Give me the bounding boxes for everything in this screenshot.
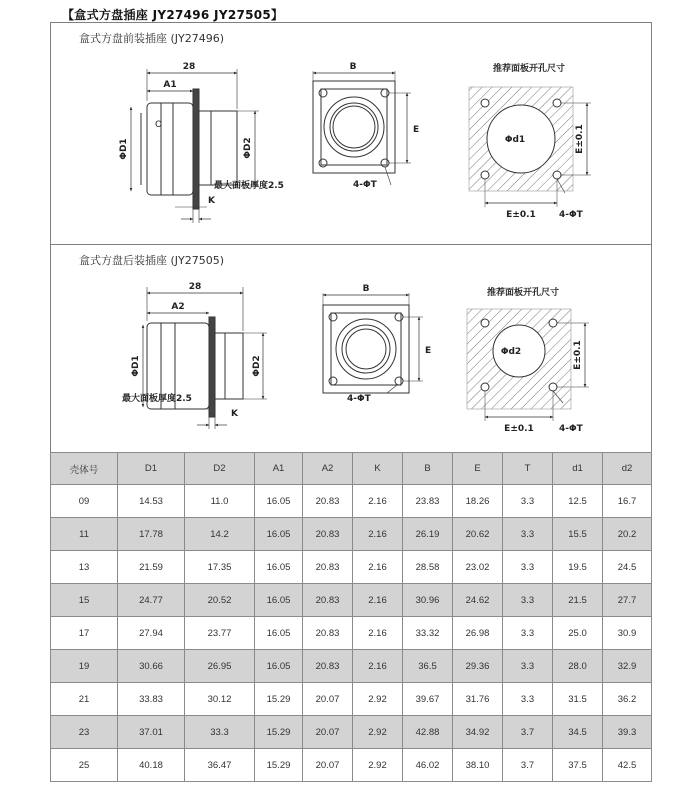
front-cutout-view <box>469 87 591 207</box>
table-cell: 3.3 <box>503 551 553 584</box>
front-panel-thickness: 最大面板厚度2.5 <box>214 181 284 191</box>
table-cell: 3.3 <box>503 584 553 617</box>
table-cell: 25 <box>51 749 118 782</box>
table-cell: 39.67 <box>403 683 453 716</box>
table-cell: 37.01 <box>118 716 185 749</box>
table-cell: 46.02 <box>403 749 453 782</box>
table-cell: 3.7 <box>503 716 553 749</box>
front-mount-section <box>50 22 652 245</box>
table-cell: 14.53 <box>118 485 185 518</box>
table-cell: 15.29 <box>255 749 303 782</box>
front-cutout-d1: Φd1 <box>504 135 526 145</box>
front-cutout-title: 推荐面板开孔尺寸 <box>492 64 566 74</box>
rear-cutout-holes: 4-ΦT <box>559 424 583 434</box>
table-cell: 31.5 <box>553 683 603 716</box>
table-cell: 34.5 <box>553 716 603 749</box>
table-row <box>51 617 652 650</box>
rear-cutout-d2: Φd2 <box>500 347 522 357</box>
table-cell: 30.12 <box>185 683 255 716</box>
table-cell: 16.7 <box>603 485 652 518</box>
table-cell: 17.35 <box>185 551 255 584</box>
rear-cutout-title: 推荐面板开孔尺寸 <box>486 288 560 298</box>
front-dim-d1: ΦD1 <box>119 138 129 160</box>
table-cell: 20.83 <box>303 485 353 518</box>
table-cell: 23.77 <box>185 617 255 650</box>
header-shell-size: 壳体号 <box>51 453 118 485</box>
table-cell: 20.52 <box>185 584 255 617</box>
rear-dim-28: 28 <box>188 282 202 292</box>
table-cell: 39.3 <box>603 716 652 749</box>
table-cell: 20.07 <box>303 716 353 749</box>
table-cell: 16.05 <box>255 518 303 551</box>
front-dim-a1: A1 <box>163 80 177 90</box>
front-o-mark: O <box>155 120 163 130</box>
table-cell: 30.9 <box>603 617 652 650</box>
header-a1: A1 <box>255 453 303 485</box>
table-cell: 38.10 <box>453 749 503 782</box>
table-cell: 20.83 <box>303 617 353 650</box>
rear-dim-b: B <box>362 284 370 294</box>
table-cell: 15.5 <box>553 518 603 551</box>
table-cell: 36.2 <box>603 683 652 716</box>
header-e: E <box>453 453 503 485</box>
table-cell: 30.66 <box>118 650 185 683</box>
table-cell: 20.62 <box>453 518 503 551</box>
table-cell: 15 <box>51 584 118 617</box>
front-dim-k: K <box>208 196 215 206</box>
table-cell: 16.05 <box>255 485 303 518</box>
table-cell: 2.92 <box>353 716 403 749</box>
table-cell: 3.3 <box>503 485 553 518</box>
front-face-view <box>313 71 411 185</box>
table-cell: 24.77 <box>118 584 185 617</box>
table-cell: 18.26 <box>453 485 503 518</box>
table-cell: 15.29 <box>255 683 303 716</box>
table-cell: 20.2 <box>603 518 652 551</box>
rear-mount-heading: 盒式方盘后装插座 (JY27505) <box>79 254 225 267</box>
table-cell: 32.9 <box>603 650 652 683</box>
table-cell: 19.5 <box>553 551 603 584</box>
table-cell: 21.5 <box>553 584 603 617</box>
table-cell: 2.16 <box>353 485 403 518</box>
table-cell: 20.07 <box>303 683 353 716</box>
spec-table <box>50 452 652 782</box>
table-cell: 20.07 <box>303 749 353 782</box>
table-cell: 20.83 <box>303 551 353 584</box>
front-mount-drawings <box>51 23 651 245</box>
table-cell: 24.5 <box>603 551 652 584</box>
table-cell: 3.3 <box>503 617 553 650</box>
front-dim-holes: 4-ΦT <box>353 180 377 190</box>
front-cutout-e-h: E±0.1 <box>506 210 536 220</box>
table-cell: 31.76 <box>453 683 503 716</box>
front-dim-d2: ΦD2 <box>243 137 253 159</box>
rear-panel-thickness: 最大面板厚度2.5 <box>122 394 192 404</box>
table-cell: 14.2 <box>185 518 255 551</box>
rear-cutout-e-h: E±0.1 <box>504 424 534 434</box>
table-row <box>51 485 652 518</box>
table-row <box>51 749 652 782</box>
table-cell: 29.36 <box>453 650 503 683</box>
table-cell: 21 <box>51 683 118 716</box>
table-row <box>51 518 652 551</box>
table-cell: 34.92 <box>453 716 503 749</box>
table-cell: 21.59 <box>118 551 185 584</box>
table-cell: 3.7 <box>503 749 553 782</box>
rear-mount-drawings <box>51 245 651 453</box>
rear-dim-d2: ΦD2 <box>252 355 262 377</box>
header-b: B <box>403 453 453 485</box>
table-cell: 2.16 <box>353 518 403 551</box>
table-cell: 2.92 <box>353 749 403 782</box>
table-row <box>51 551 652 584</box>
table-cell: 2.16 <box>353 617 403 650</box>
front-mount-heading: 盒式方盘前装插座 (JY27496) <box>79 32 225 45</box>
table-cell: 42.88 <box>403 716 453 749</box>
table-cell: 16.05 <box>255 650 303 683</box>
table-cell: 16.05 <box>255 551 303 584</box>
rear-dim-d1: ΦD1 <box>131 355 141 377</box>
table-row <box>51 716 652 749</box>
rear-mount-section <box>50 244 652 453</box>
table-row <box>51 650 652 683</box>
header-cut-d1: d1 <box>553 453 603 485</box>
header-d1: D1 <box>118 453 185 485</box>
table-row <box>51 584 652 617</box>
table-cell: 27.7 <box>603 584 652 617</box>
table-cell: 16.05 <box>255 584 303 617</box>
table-header-row <box>51 453 652 485</box>
table-cell: 11 <box>51 518 118 551</box>
rear-cutout-e-v: E±0.1 <box>573 340 583 370</box>
rear-side-view <box>143 287 267 429</box>
table-cell: 3.3 <box>503 518 553 551</box>
table-cell: 20.83 <box>303 584 353 617</box>
front-cutout-e-v: E±0.1 <box>575 124 585 154</box>
front-dim-b: B <box>349 62 357 72</box>
table-cell: 20.83 <box>303 650 353 683</box>
table-cell: 3.3 <box>503 650 553 683</box>
table-cell: 16.05 <box>255 617 303 650</box>
table-cell: 26.98 <box>453 617 503 650</box>
table-cell: 25.0 <box>553 617 603 650</box>
table-cell: 11.0 <box>185 485 255 518</box>
table-cell: 09 <box>51 485 118 518</box>
table-cell: 13 <box>51 551 118 584</box>
rear-face-view <box>323 293 423 393</box>
rear-cutout-view <box>467 309 589 421</box>
table-cell: 26.19 <box>403 518 453 551</box>
table-cell: 28.58 <box>403 551 453 584</box>
table-cell: 33.3 <box>185 716 255 749</box>
table-cell: 36.5 <box>403 650 453 683</box>
table-cell: 30.96 <box>403 584 453 617</box>
table-cell: 2.16 <box>353 650 403 683</box>
front-cutout-holes: 4-ΦT <box>559 210 583 220</box>
rear-dim-e: E <box>425 346 432 356</box>
table-cell: 23.83 <box>403 485 453 518</box>
table-cell: 17 <box>51 617 118 650</box>
table-cell: 19 <box>51 650 118 683</box>
table-cell: 27.94 <box>118 617 185 650</box>
table-cell: 36.47 <box>185 749 255 782</box>
rear-dim-a2: A2 <box>171 302 185 312</box>
table-cell: 2.92 <box>353 683 403 716</box>
table-cell: 3.3 <box>503 683 553 716</box>
page-title: 【盒式方盘插座 JY27496 JY27505】 <box>62 8 284 22</box>
table-cell: 26.95 <box>185 650 255 683</box>
header-k: K <box>353 453 403 485</box>
table-cell: 33.32 <box>403 617 453 650</box>
table-cell: 23 <box>51 716 118 749</box>
table-cell: 37.5 <box>553 749 603 782</box>
table-cell: 42.5 <box>603 749 652 782</box>
table-cell: 2.16 <box>353 551 403 584</box>
table-cell: 23.02 <box>453 551 503 584</box>
header-a2: A2 <box>303 453 353 485</box>
table-row <box>51 683 652 716</box>
table-cell: 20.83 <box>303 518 353 551</box>
table-cell: 40.18 <box>118 749 185 782</box>
table-cell: 12.5 <box>553 485 603 518</box>
front-dim-e: E <box>413 125 420 135</box>
table-cell: 17.78 <box>118 518 185 551</box>
front-dim-28: 28 <box>182 62 196 72</box>
header-t: T <box>503 453 553 485</box>
table-cell: 15.29 <box>255 716 303 749</box>
header-d2: D2 <box>185 453 255 485</box>
front-side-view <box>131 69 259 223</box>
header-cut-d2: d2 <box>603 453 652 485</box>
table-cell: 28.0 <box>553 650 603 683</box>
table-cell: 33.83 <box>118 683 185 716</box>
rear-dim-k: K <box>231 409 238 419</box>
rear-dim-holes: 4-ΦT <box>347 394 371 404</box>
table-cell: 2.16 <box>353 584 403 617</box>
table-cell: 24.62 <box>453 584 503 617</box>
